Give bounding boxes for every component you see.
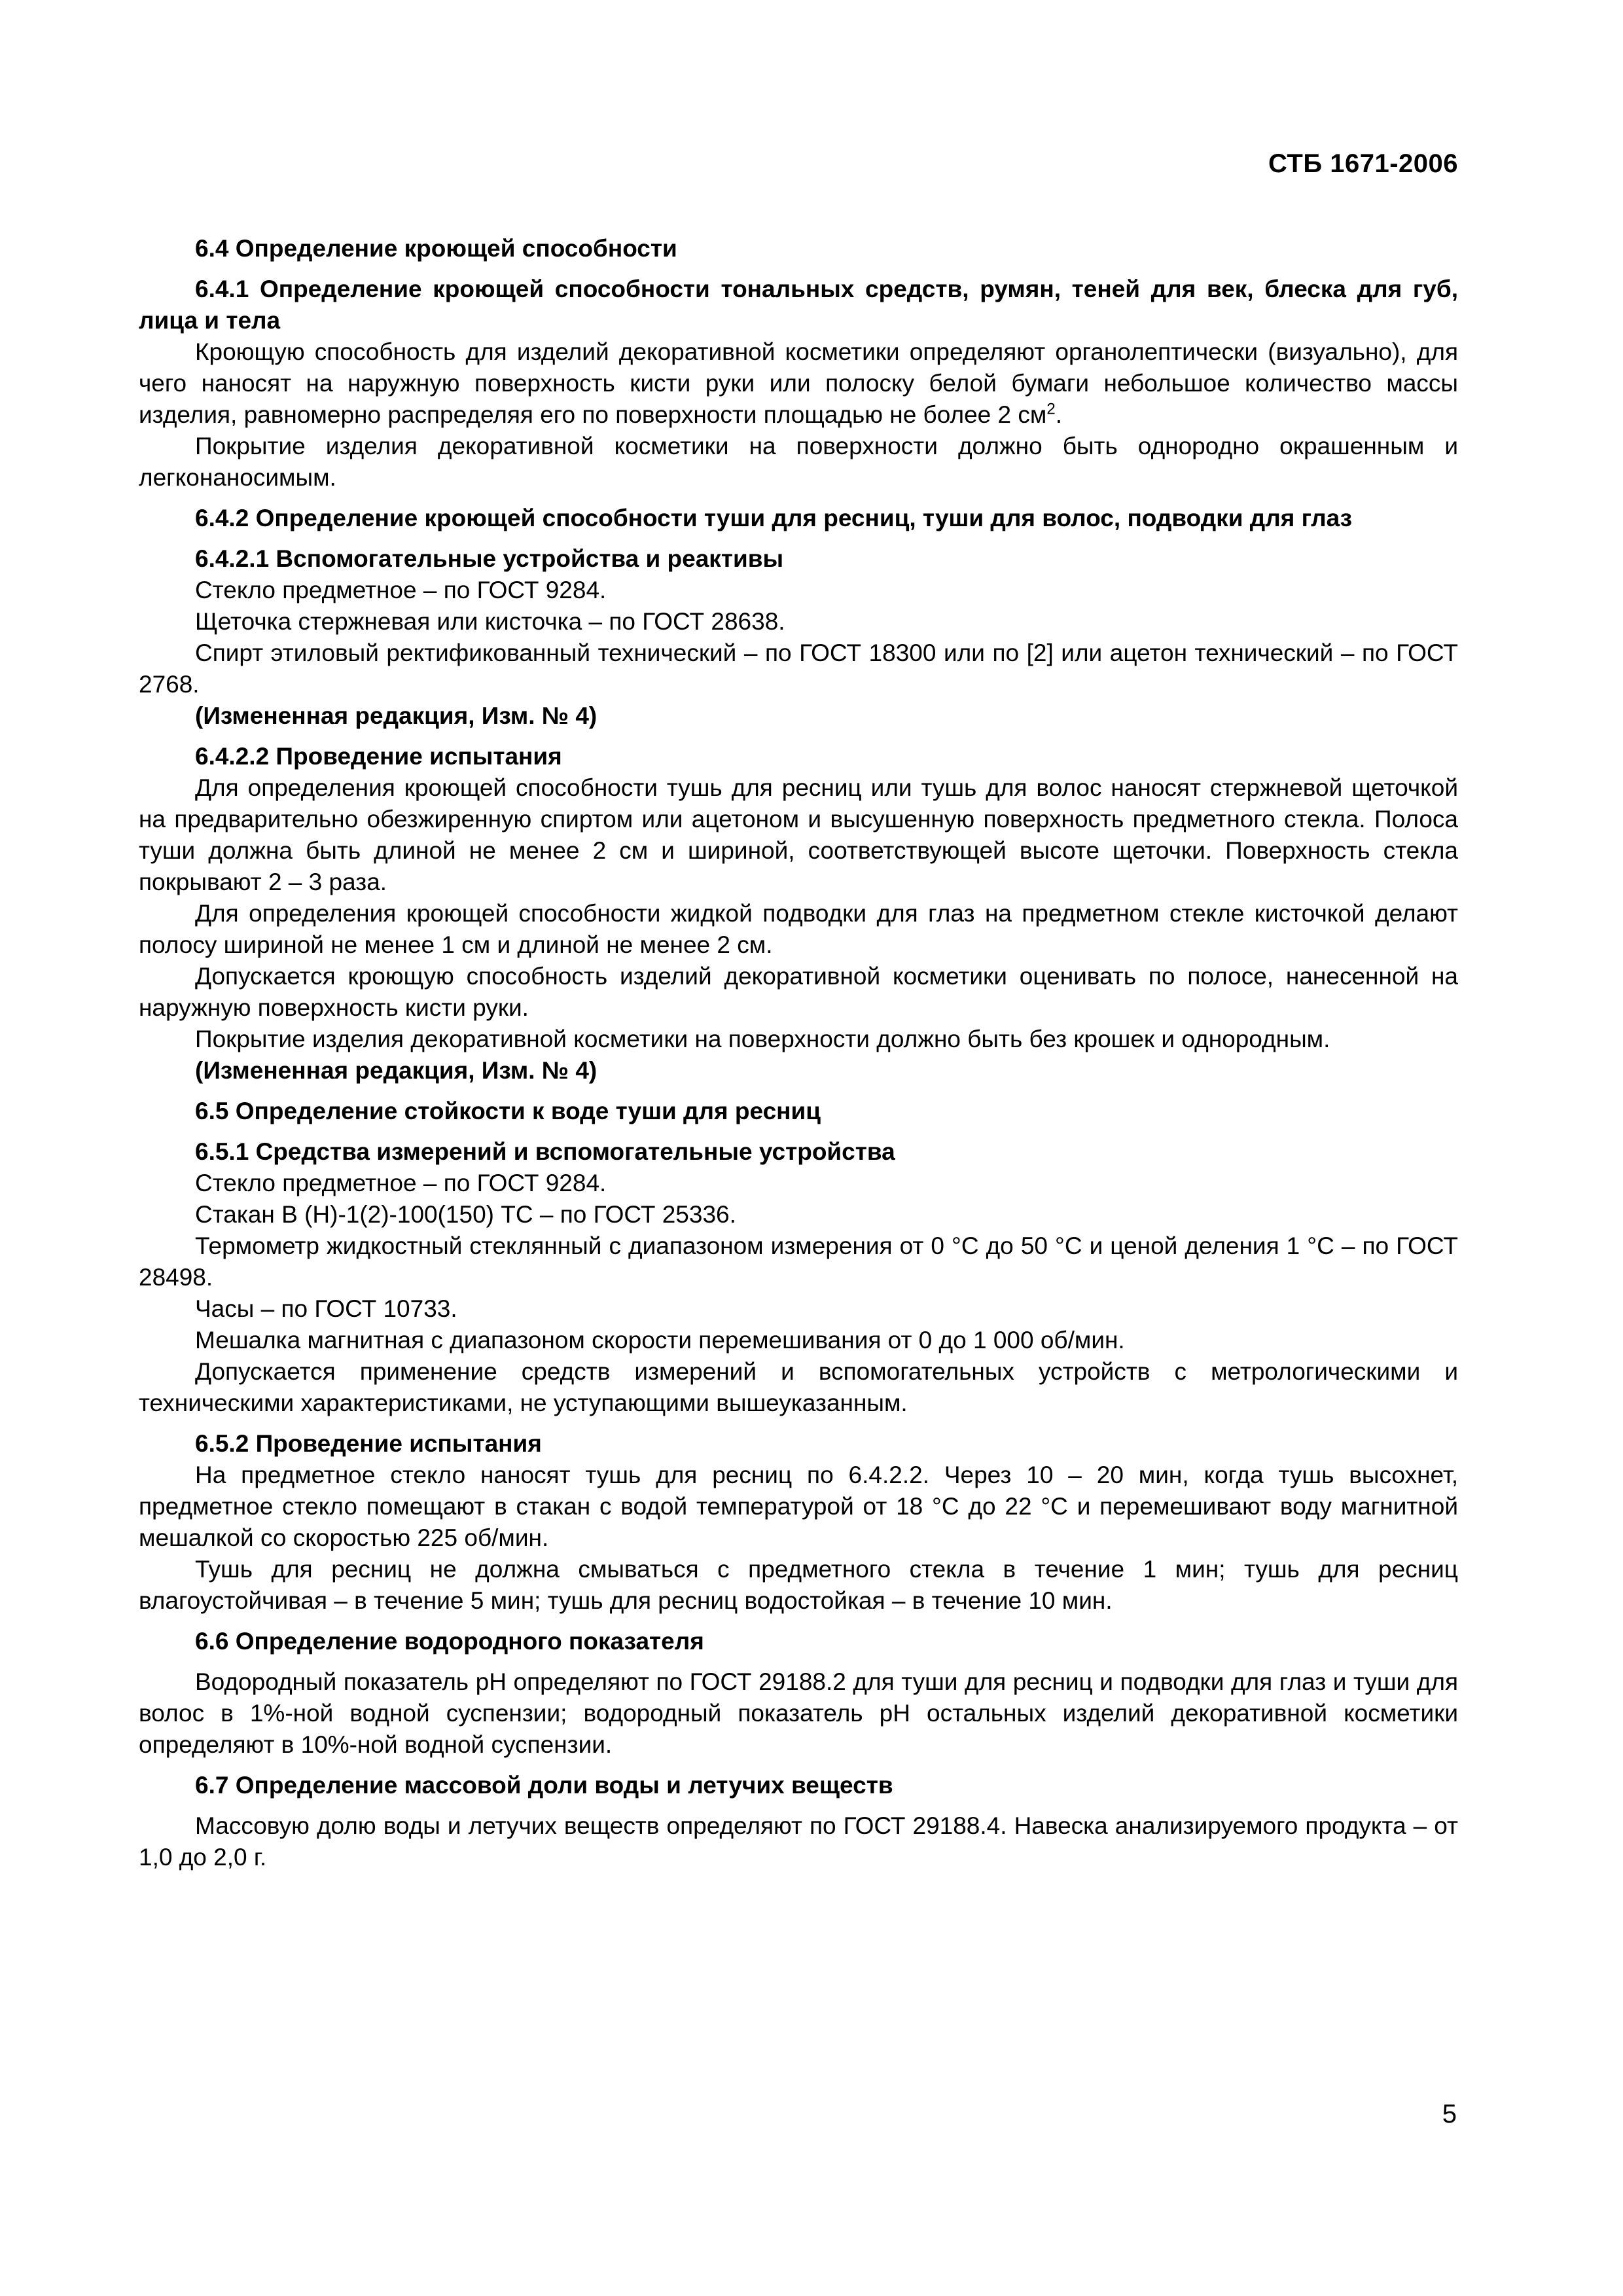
paragraph-6-4-2-2-1: Для определения кроющей способности тушь для ресниц или тушь для волос наносят стержневой щеточкой на предварительно обезжиренную спиртом или ацетоном и высушенную поверхность предметного стекла. Полоса туши должна быть длиной не менее 2 см и шириной, соответствующей высоте щеточки. Поверхность стекла покрывают 2 – 3 раза.: [139, 774, 1458, 895]
list-line-6-5-1-5: Мешалка магнитная с диапазоном скорости перемешивания от 0 до 1 000 об/мин.: [195, 1327, 1125, 1354]
list-line-6-4-2-1-3: Спирт этиловый ректификованный технический – по ГОСТ 18300 или по [2] или ацетон технический – по ГОСТ 2768.: [139, 639, 1458, 698]
paragraph-text: Кроющую способность для изделий декоративной косметики определяют органолептически (визуально), для чего наносят на наружную поверхность кисти руки или полоску белой бумаги небольшое количество массы изделия, равномерно распределяя его по поверхности площадью не более 2 см: [139, 338, 1458, 428]
superscript: 2: [1046, 400, 1056, 418]
paragraph-6-6-1: Водородный показатель pH определяют по ГОСТ 29188.2 для туши для ресниц и подводки для глаз и туши для волос в 1%-ной водной суспензии; водородный показатель pH остальных изделий декоративной косметики определяют в 10%-ной водной суспензии.: [139, 1668, 1458, 1758]
list-line-6-4-2-1-2: Щеточка стержневая или кисточка – по ГОСТ 28638.: [195, 608, 785, 635]
paragraph-end: .: [1055, 401, 1062, 428]
list-line-6-5-1-4: Часы – по ГОСТ 10733.: [195, 1295, 457, 1322]
page-number: 5: [1442, 2100, 1457, 2128]
list-line-6-5-1-2: Стакан В (Н)-1(2)-100(150) ТС – по ГОСТ 25336.: [195, 1201, 736, 1228]
document-code: СТБ 1671-2006: [1268, 149, 1458, 178]
list-line-6-5-1-3: Термометр жидкостный стеклянный с диапазоном измерения от 0 °С до 50 °С и ценой деления 1 °С – по ГОСТ 28498.: [139, 1232, 1458, 1291]
section-title-6-6: 6.6 Определение водородного показателя: [195, 1628, 704, 1655]
paragraph-6-4-2-2-2: Для определения кроющей способности жидкой подводки для глаз на предметном стекле кисточкой делают полосу шириной не менее 1 см и длиной не менее 2 см.: [139, 900, 1458, 958]
section-title-6-5: 6.5 Определение стойкости к воде туши для ресниц: [195, 1098, 821, 1124]
paragraph-6-5-2-1: На предметное стекло наносят тушь для ресниц по 6.4.2.2. Через 10 – 20 мин, когда тушь высохнет, предметное стекло помещают в стакан с водой температурой от 18 °С до 22 °С и перемешивают воду магнитной мешалкой со скоростью 225 об/мин.: [139, 1462, 1458, 1551]
section-title-6-4: 6.4 Определение кроющей способности: [195, 235, 677, 262]
document-body: [139, 233, 1458, 1873]
list-line-6-4-2-1-1: Стекло предметное – по ГОСТ 9284.: [195, 577, 607, 603]
amendment-note: (Измененная редакция, Изм. № 4): [195, 702, 597, 729]
amendment-note: (Измененная редакция, Изм. № 4): [195, 1057, 597, 1084]
list-line-6-5-1-6: Допускается применение средств измерений и вспомогательных устройств с метрологическими и техническими характеристиками, не уступающими вышеуказанным.: [139, 1358, 1458, 1416]
paragraph-6-4-1-1: [139, 336, 1458, 431]
paragraph-6-4-2-2-4: Покрытие изделия декоративной косметики на поверхности должно быть без крошек и однородным.: [195, 1026, 1330, 1052]
section-title-6-4-2-1: 6.4.2.1 Вспомогательные устройства и реактивы: [195, 545, 784, 572]
section-title-6-4-2-2: 6.4.2.2 Проведение испытания: [195, 743, 562, 770]
section-title-6-4-2: 6.4.2 Определение кроющей способности туши для ресниц, туши для волос, подводки для глаз: [195, 505, 1353, 531]
paragraph-6-5-2-2: Тушь для ресниц не должна смываться с предметного стекла в течение 1 мин; тушь для ресниц влагоустойчивая – в течение 5 мин; тушь для ресниц водостойкая – в течение 10 мин.: [139, 1556, 1458, 1614]
section-title-6-5-1: 6.5.1 Средства измерений и вспомогательные устройства: [195, 1138, 895, 1165]
section-title-6-4-1: 6.4.1 Определение кроющей способности тональных средств, румян, теней для век, блеска для губ, лица и тела: [139, 276, 1458, 334]
paragraph-6-4-1-2: Покрытие изделия декоративной косметики на поверхности должно быть однородно окрашенным и легконаносимым.: [139, 433, 1458, 491]
section-title-6-7: 6.7 Определение массовой доли воды и летучих веществ: [195, 1772, 893, 1799]
list-line-6-5-1-1: Стекло предметное – по ГОСТ 9284.: [195, 1170, 607, 1196]
section-title-6-5-2: 6.5.2 Проведение испытания: [195, 1430, 542, 1457]
paragraph-6-4-2-2-3: Допускается кроющую способность изделий декоративной косметики оценивать по полосе, нанесенной на наружную поверхность кисти руки.: [139, 963, 1458, 1021]
paragraph-6-7-1: Массовую долю воды и летучих веществ определяют по ГОСТ 29188.4. Навеска анализируемого продукта – от 1,0 до 2,0 г.: [139, 1812, 1458, 1871]
